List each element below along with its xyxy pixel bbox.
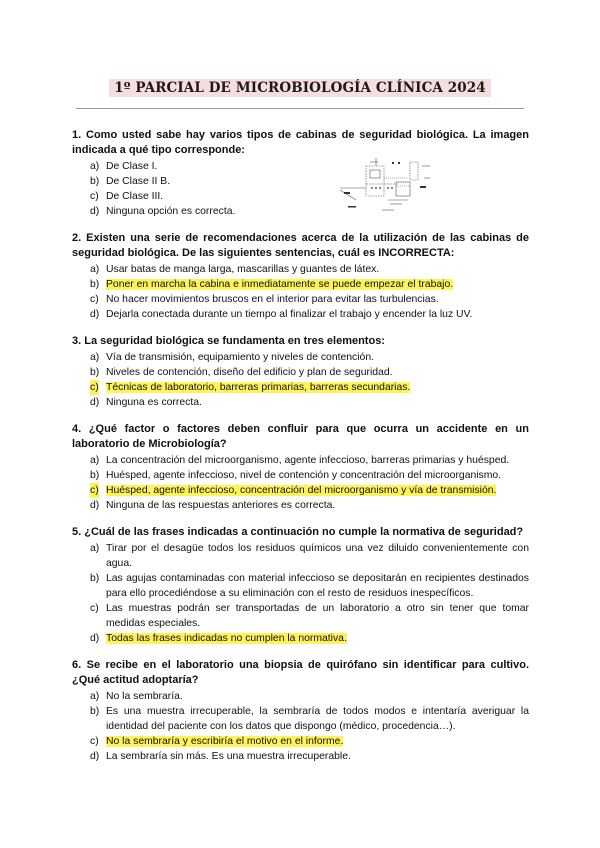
- question-6-options: [72, 689, 529, 764]
- option-4c-highlighted: c) Huésped, agente infeccioso, concentración del microorganismo y vía de transmisión.: [90, 485, 497, 496]
- answer-highlight: Técnicas de laboratorio, barreras primarias, barreras secundarias.: [106, 382, 411, 393]
- answer-highlight: Todas las frases indicadas no cumplen la normativa.: [106, 633, 347, 644]
- question-6: [72, 658, 529, 764]
- option-5a: a) Tirar por el desagüe todos los residuos químicos una vez diluido convenientemente con agua.: [90, 543, 529, 569]
- option-2c: c) No hacer movimientos bruscos en el interior para evitar las turbulencias.: [90, 294, 439, 305]
- option-5b: b) Las agujas contaminadas con material infeccioso se depositarán en recipientes destinados para ello procediéndose a su eliminación con el resto de residuos inespecíficos.: [90, 573, 529, 599]
- option-5c: c) Las muestras podrán ser transportadas de un laboratorio a otro sin tener que tomar medidas especiales.: [90, 603, 529, 629]
- question-3-options: [72, 350, 529, 410]
- answer-highlight: Huésped, agente infeccioso, concentración del microorganismo y vía de transmisión.: [106, 485, 497, 496]
- option-1c: c) De Clase III.: [90, 191, 164, 202]
- question-3: [72, 334, 529, 410]
- option-2a: a) Usar batas de manga larga, mascarillas y guantes de látex.: [90, 264, 380, 275]
- questions-list: [72, 128, 529, 776]
- option-3c-highlighted: c) Técnicas de laboratorio, barreras primarias, barreras secundarias.: [90, 382, 411, 393]
- option-6b: b) Es una muestra irrecuperable, la sembraría de todos modos e intentaría averiguar la identidad del paciente con los datos que dispongo (médico, procedencia…).: [90, 706, 529, 732]
- question-6-text: 6. Se recibe en el laboratorio una biopsia de quirófano sin identificar para cultivo. ¿Qué actitud adoptaría?: [72, 659, 529, 686]
- option-6a: a) No la sembraría.: [90, 691, 183, 702]
- title-block: [0, 79, 600, 97]
- option-1a: a) De Clase I.: [90, 161, 158, 172]
- option-4d: d) Ninguna de las respuestas anteriores es correcta.: [90, 500, 336, 511]
- exam-title: 1º PARCIAL DE MICROBIOLOGÍA CLÍNICA 2024: [109, 79, 491, 97]
- title-divider: [76, 108, 524, 109]
- answer-highlight: No la sembraría y escribiría el motivo en el informe.: [106, 736, 344, 747]
- question-2-options: [72, 262, 529, 322]
- question-4: [72, 422, 529, 513]
- option-4a: a) La concentración del microorganismo, agente infeccioso, barreras primarias y huésped.: [90, 455, 510, 466]
- option-3b: b) Niveles de contención, diseño del edificio y plan de seguridad.: [90, 367, 393, 378]
- option-5d-highlighted: d) Todas las frases indicadas no cumplen la normativa.: [90, 633, 347, 644]
- question-5: [72, 525, 529, 646]
- question-3-text: 3. La seguridad biológica se fundamenta en tres elementos:: [72, 335, 385, 347]
- question-1-text: 1. Como usted sabe hay varios tipos de cabinas de seguridad biológica. La imagen indicada a qué tipo corresponde:: [72, 129, 529, 156]
- question-2-text: 2. Existen una serie de recomendaciones acerca de la utilización de las cabinas de seguridad biológica. De las siguientes sentencias, cuál es INCORRECTA:: [72, 232, 529, 259]
- option-2b-highlighted: b) Poner en marcha la cabina e inmediatamente se puede empezar el trabajo.: [90, 279, 454, 290]
- question-1-options: [72, 159, 529, 219]
- answer-highlight: Poner en marcha la cabina e inmediatamente se puede empezar el trabajo.: [106, 279, 454, 290]
- question-2: [72, 231, 529, 322]
- option-6c-highlighted: c) No la sembraría y escribiría el motivo en el informe.: [90, 736, 344, 747]
- question-5-options: [72, 541, 529, 646]
- option-3a: a) Vía de transmisión, equipamiento y niveles de contención.: [90, 352, 375, 363]
- option-6d: d) La sembraría sin más. Es una muestra irrecuperable.: [90, 751, 351, 762]
- option-1b: b) De Clase II B.: [90, 176, 171, 187]
- option-1d: d) Ninguna opción es correcta.: [90, 206, 236, 217]
- question-5-text: 5. ¿Cuál de las frases indicadas a continuación no cumple la normativa de seguridad?: [72, 526, 524, 538]
- option-4b: b) Huésped, agente infeccioso, nivel de contención y concentración del microorganismo.: [90, 470, 502, 481]
- option-3d: d) Ninguna es correcta.: [90, 397, 202, 408]
- question-4-text: 4. ¿Qué factor o factores deben confluir para que ocurra un accidente en un laboratorio de Microbiología?: [72, 423, 529, 450]
- question-4-options: [72, 453, 529, 513]
- question-1: [72, 128, 529, 219]
- option-2d: d) Dejarla conectada durante un tiempo al finalizar el trabajo y encender la luz UV.: [90, 309, 473, 320]
